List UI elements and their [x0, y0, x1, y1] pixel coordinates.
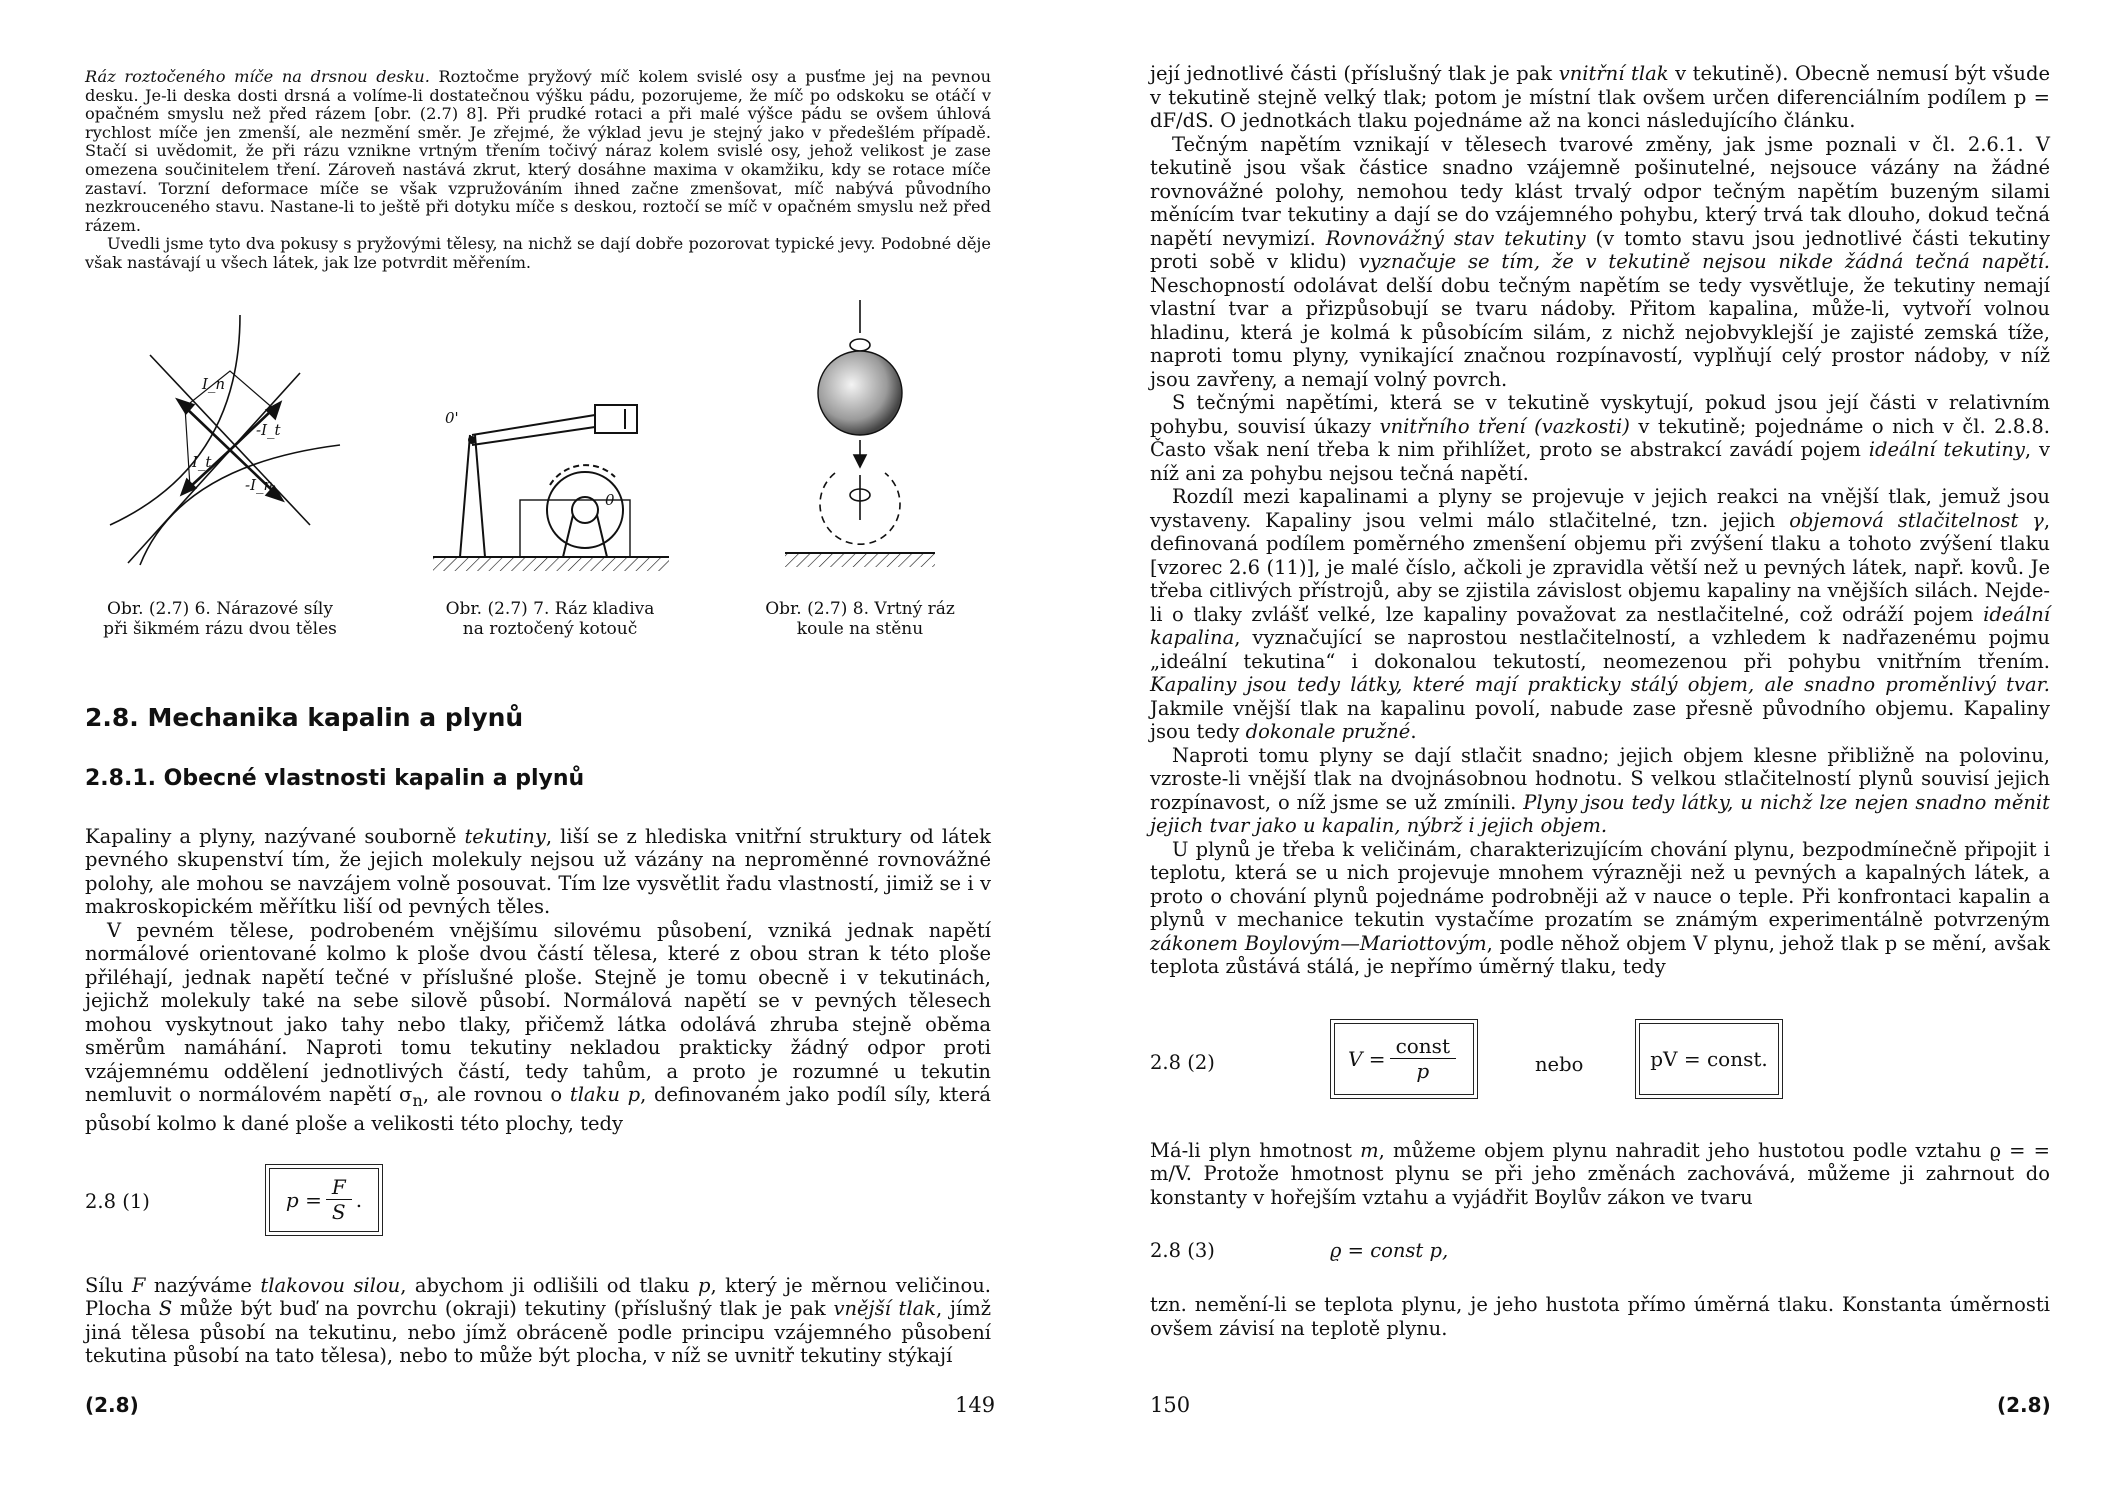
fraction-denominator: p: [1416, 1059, 1430, 1083]
fraction-numerator: F: [326, 1175, 352, 1200]
equation-2-8-3: [1150, 1231, 2050, 1271]
equation-box-left: [1330, 1019, 1478, 1099]
label-O-prime: 0': [445, 408, 459, 427]
figure-7-caption: [420, 599, 680, 639]
body-b-outline: [140, 445, 340, 565]
page-149: [85, 0, 996, 1500]
footer-section: (2.8): [1997, 1393, 2051, 1417]
paragraph-density: Má-li plyn hmotnost m, můžeme objem plynu nahradit jeho hustotou podle vztahu ϱ = = m/V. Protože hmotnost plynu se při jeho změnách zachovává, můžeme ji zahrnout do konstanty v hořejším vztahu a vyjádřit Boylův zákon ve tvaru: [1150, 1138, 2051, 1209]
equation-rhs: pV = const.: [1650, 1046, 1768, 1071]
disc-outer: [547, 472, 623, 548]
caption-line: při šikmém rázu dvou těles: [103, 618, 337, 639]
paragraph-proportionality: tzn. nemění-li se teplota plynu, je jeho hustota přímo úměrná tlaku. Konstanta úměrnosti ovšem závisí na teplotě plynu.: [1150, 1293, 2050, 1340]
paragraph-fluids-intro: Kapaliny a plyny, nazývané souborně tekutiny, liší se z hlediska vnitřní struktury od látek pevného skupenství tím, že jejich molekuly nejsou už vázány na neproměnné rovnovážné polohy, ale mohou se navzájem volně posouvat. Tím lze vysvětlit řadu vlastností, jimiž se i v makroskopickém měřítku liší od pevných těles.: [85, 824, 991, 919]
paragraph-stress: V pevném tělese, podrobeném vnějšímu silovému působení, vzniká jednak napětí normálové orientované kolmo k ploše dvou částí tělesa, které z obou stran k této ploše přiléhají, jednak napětí tečné v příslušné ploše. Stejně je tomu obecně i v tekutinách, jejichž molekuly také na sebe silově působí. Normálová napětí se v pevných tělesech mohou vyskytnout jako tahy nebo tlaky, přičemž látka odolává zhruba stejně oběma směrům namáhání. Naproti tomu tekutiny nekladou prakticky žádný odpor proti vzájemnému oddělení jednotlivých částí, tedy tahům, a proto je rozumné u tekutin nemluvit o normálovém napětí $\sigma_n$, ale rovnou o tlaku p, definovaném jako podíl síly, která působí kolmo k dané ploše a velikosti této plochy, tedy: [85, 918, 991, 1136]
figure-7-drawing: [425, 295, 675, 595]
paragraph-gases: Naproti tomu plyny se dají stlačit snadno; jejich objem klesne přibližně na polovinu, vzroste-li vnější tlak na dvojnásobnou hodnotu. S velkou stlačitelností plynů souvisí jejich rozpínavost, o níž jsme se už zmínili. Plyny jsou tedy látky, u nichž lze nejen snadno měnit jejich tvar jako u kapalin, nýbrž i jejich objem.: [1150, 743, 2050, 837]
equation-box-right: [1635, 1019, 1783, 1099]
equation-2-8-1: [85, 1164, 991, 1244]
caption-line: koule na stěnu: [796, 618, 924, 639]
body-a-outline: [110, 315, 240, 525]
ball: [818, 351, 902, 435]
fraction-denominator: S: [331, 1200, 346, 1225]
normal-line: [150, 355, 310, 525]
page-number: 150: [1150, 1393, 1191, 1417]
paragraph-boyle: U plynů je třeba k veličinám, charakterizujícím chování plynu, bezpodmínečně připojit i teplotu, která se u nich projevuje mnohem výrazněji než u pevných a kapalných látek, a proto o chování plynů pojednáme podrobněji až v nauce o teple. Při konfrontaci kapalin a plynů v mechanice tekutin vystačíme prozatím se známým experimentálně potvrzeným zákonem Boylovým—Mariottovým, podle něhož objem V plynu, jehož tlak p se mění, avšak teplota zůstává stálá, je nepřímo úměrný tlaku, tedy: [1150, 837, 2051, 978]
contact-line: [128, 373, 300, 563]
equation-2-8-2: [1150, 1019, 2050, 1109]
equation-connector: nebo: [1535, 1052, 1584, 1076]
footer-section: (2.8): [85, 1393, 139, 1417]
paragraph-text: Roztočme pryžový míč kolem svislé osy a pusťme jej na pevnou desku. Je-li deska dosti drsná a volíme-li dostatečnou výšku pádu, pozorujeme, že míč po odskoku se otáčí v opačném smyslu než před rázem [obr. (2.7) 8]. Při prudké rotaci a při malé výšce pádu se ovšem úhlová rychlost míče jen zmenší, ale nezmění směr. Je zřejmé, že výklad jevu je stejný jako v předešlém případě. Stačí si uvědomit, že při rázu vznikne vrtným třením točivý náraz kolem svislé osy, jehož velikost je zase omezena součinitelem tření. Zároveň nastává zkrut, který dosáhne maxima v okamžiku, kdy se rotace míče zastaví. Torzní deformace míče se však vzpružováním ihned začne zmenšovat, míč nabývá původního nezkrouceného stavu. Nastane-li to ještě při dotyku míče s deskou, roztočí se míč v opačném smyslu než před rázem.: [85, 67, 991, 235]
label-O: 0: [605, 490, 615, 509]
label-minus-It: -I_t: [256, 420, 281, 439]
paragraph-inner-pressure: její jednotlivé části (příslušný tlak je pak vnitřní tlak v tekutině). Obecně nemusí být všude v tekutině stejně velký tlak; potom je místní tlak ovšem určen diferenciálním podílem p = dF/dS. O jednotkách tlaku pojednáme až na konci následujícího článku.: [1150, 62, 2050, 132]
figure-8-drawing: [740, 295, 980, 595]
paragraph-text: Uvedli jsme tyto dva pokusy s pryžovými tělesy, na nichž se dají dobře pozorovat typické jevy. Podobné děje však nastávají u všech látek, jak lze potvrdit měřením.: [85, 234, 991, 272]
paragraph-liquids: Rozdíl mezi kapalinami a plyny se projevuje v jejich reakci na vnější tlak, jemuž jsou vystaveny. Kapaliny jsou velmi málo stlačitelné, tzn. jejich objemová stlačitelnost γ, definovaná podílem poměrného zmenšení objemu při zvýšení tlaku a tohoto zvýšení tlaku [vzorec 2.6 (11)], je malé číslo, ačkoli je zpravidla větší než u pevných látek, např. kovů. Je třeba citlivých přístrojů, aby se zjistila závislost objemu kapaliny na vnějších silách. Nejde-li o tlaky zvlášť velké, lze kapaliny považovat za nestlačitelné, což odráží pojem ideální kapalina, vyznačující se naprostou nestlačitelností, a vzhledem k nadřazenému pojmu „ideální tekutina“ i dokonalou tekutostí, neomezenou při pohybu vnitřním třením. Kapaliny jsou tedy látky, které mají prakticky stálý objem, ale snadno proměnlivý tvar. Jakmile vnější tlak na kapalinu povolí, nabude zase přesně původního objemu. Kapaliny jsou tedy dokonale pružné.: [1150, 485, 2051, 743]
caption-line: Obr. (2.7) 8. Vrtný ráz: [765, 598, 955, 619]
figure-6: [85, 295, 355, 639]
equation-number: 2.8 (3): [1150, 1239, 1215, 1262]
paragraph-shear: Tečným napětím vznikají v tělesech tvarové změny, jak jsme poznali v čl. 2.6.1. V tekutině jsou však částice snadno vzájemně pošinutelné, nejsouce vázány na žádné rovnovážné polohy, nemohou tedy klást trvalý odpor tečným napětím buzeným silami měnícím tvar tekutiny a dají se do vzájemného pohybu, který trvá tak dlouho, dokud tečná napětí nevymizí. Rovnovážný stav tekutiny (v tomto stavu jsou jednotlivé části tekutiny proti sobě v klidu) vyznačuje se tím, že v tekutině nejsou nikde žádná tečná napětí. Neschopností odolávat delší dobu tečným napětím se tedy vysvětluje, že tekutiny nemají vlastní tvar a přizpůsobují se tvaru nádoby. Přitom kapalina, může-li, vytvoří volnou hladinu, která je kolmá k působícím silám, z nichž nejobvyklejší je zajisté zemská tíže, naproti tomu plyny, vynikající značnou rozpínavostí, vyplňují celý prostor nádoby, v níž jsou zavřeny, a nemají volný povrch.: [1150, 132, 2050, 391]
equation-number: 2.8 (1): [85, 1189, 150, 1213]
subsection-title: 2.8.1. Obecné vlastnosti kapalin a plynů: [85, 765, 585, 791]
paragraph-pressure-force: Sílu F nazýváme tlakovou silou, abychom ji odlišili od tlaku p, který je měrnou veličinou. Plocha S může být buď na povrchu (okraji) tekutiny (příslušný tlak je pak vnější tlak, jímž jiná tělesa působí na tekutinu, nebo jímž obráceně podle principu vzájemného působení tekutina působí na tato tělesa), nebo to může být plocha, v níž se uvnitř tekutiny stýkají: [85, 1273, 991, 1368]
figure-8: [735, 295, 985, 639]
paragraph-viscosity: S tečnými napětími, která se v tekutině vyskytují, pokud jsou její části v relativním pohybu, souvisí úkazy vnitřního tření (vazkosti) v tekutině; pojednáme o nich v čl. 2.8.8. Často však není třeba k nim přihlížet, proto se abstrakcí zavádí pojem ideální tekutiny, v níž ani za pohybu nejsou tečná napětí.: [1150, 391, 2050, 485]
fraction-numerator: const: [1390, 1034, 1456, 1059]
figure-6-caption: [85, 599, 355, 639]
page-number: 149: [955, 1393, 996, 1417]
figure-6-drawing: [90, 295, 350, 595]
label-minus-In: -I_n: [245, 475, 274, 494]
section-title: 2.8. Mechanika kapalin a plynů: [85, 702, 524, 732]
figure-7: [420, 295, 680, 639]
spin-arrow-top: [850, 339, 870, 351]
disc-hub: [572, 497, 598, 523]
figure-8-caption: [735, 599, 985, 639]
force-side: [185, 407, 190, 487]
equation-expression: ϱ = const p,: [1330, 1239, 1449, 1262]
equation-lhs: p =: [285, 1187, 322, 1212]
paragraph-title: Ráz roztočeného míče na drsnou desku.: [85, 67, 430, 86]
caption-line: Obr. (2.7) 6. Nárazové síly: [107, 598, 333, 619]
equation-lhs: V =: [1348, 1046, 1386, 1071]
equation-box: p = $\frac{F}{S}$ .: [265, 1164, 383, 1236]
figure-row: [85, 295, 991, 655]
caption-line: na roztočený kotouč: [462, 618, 638, 639]
ground-hatch: [433, 557, 669, 571]
label-It: I_t: [192, 452, 212, 471]
paragraph-ball-spin: [85, 68, 991, 235]
hammer-arm-bottom: [472, 427, 595, 445]
hammer-arm-top: [472, 415, 595, 435]
page-150: [1150, 0, 2050, 1500]
stand-right-leg: [475, 435, 485, 557]
label-In: I_n: [202, 374, 226, 393]
caption-line: Obr. (2.7) 7. Ráz kladiva: [445, 598, 655, 619]
hammer-head: [595, 405, 637, 433]
equation-number: 2.8 (2): [1150, 1050, 1215, 1074]
paragraph-summary: [85, 235, 991, 272]
wall-hatch: [785, 553, 935, 567]
stand-left-leg: [460, 435, 470, 557]
